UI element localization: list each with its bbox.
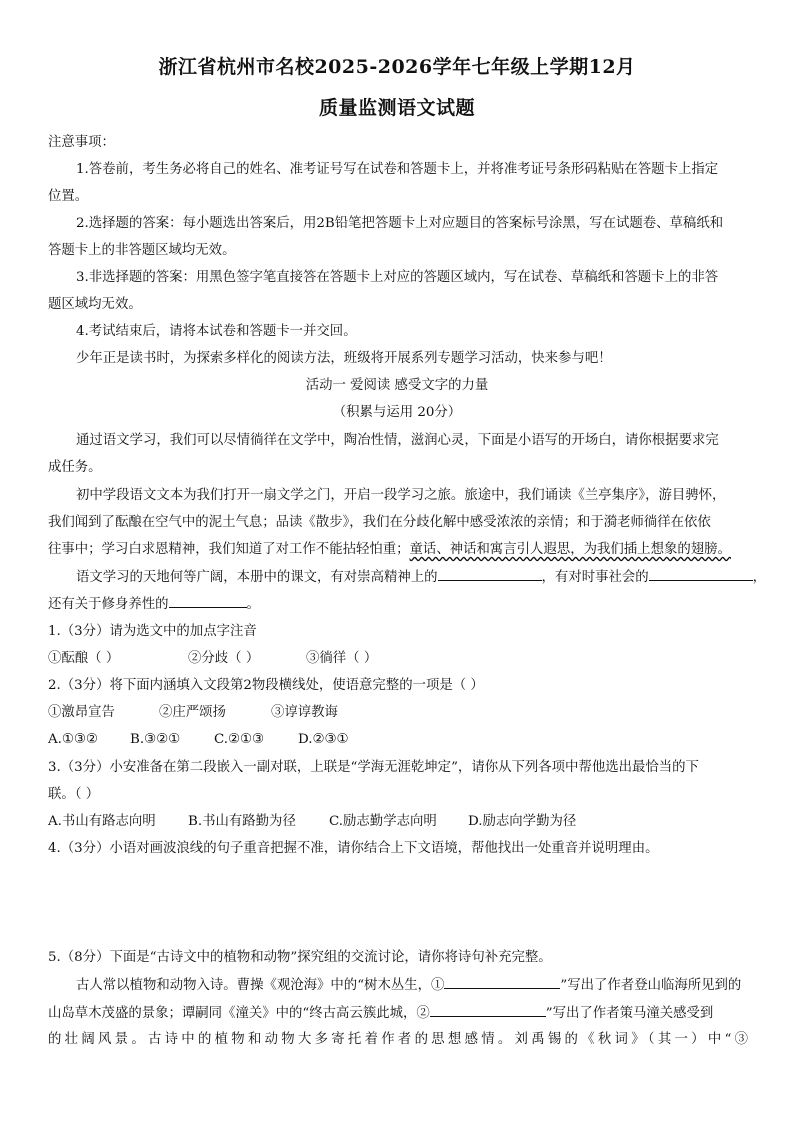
para3-line2 <box>48 595 748 613</box>
q5-text-c: 山岛草木茂盛的景象；谭嗣同《潼关》中的“终古高云簇此城，② <box>48 1006 430 1021</box>
question-3: 3.（3分）小安准备在第二段嵌入一副对联，上联是“学海无涯乾坤定”，请你从下列各项中帮他选出最恰当的下 <box>48 760 699 775</box>
q2-option-d[interactable]: D.②③① <box>298 732 349 747</box>
para1-line2: 成任务。 <box>48 460 102 475</box>
q2-option-c[interactable]: C.②①③ <box>214 732 265 747</box>
question-1: 1.（3分）请为选文中的加点字注音 <box>48 624 257 639</box>
q5-text-d: ”写出了作者策马潼关感受到 <box>545 1006 714 1021</box>
q5-line1 <box>76 976 748 994</box>
question-3-cont: 联。（ ） <box>48 787 100 802</box>
note-3: 3.非选择题的答案：用黑色签字笔直接答在答题卡上对应的答题区域内，写在试卷、草稿纸和答题卡上的非答 <box>76 270 719 285</box>
note-4: 4.考试结束后，请将本试卷和答题卡一并交回。 <box>76 324 357 339</box>
fill-blank-2[interactable] <box>649 568 753 581</box>
q2-item-2: ②庄严颂扬 <box>159 705 226 720</box>
question-2: 2.（3分）将下面内涵填入文段第2物段横线处，使语意完整的一项是（ ） <box>48 678 484 693</box>
question-2-options <box>48 731 748 748</box>
q2-option-b[interactable]: B.③②① <box>130 732 181 747</box>
q3-option-d[interactable]: D.励志向学勤为径 <box>468 814 577 829</box>
q5-line2 <box>48 1004 748 1022</box>
q1-option-2[interactable]: ②分歧（ ） <box>188 651 260 666</box>
para3-text-d: 还有关于修身养性的 <box>48 597 169 612</box>
para3-text-c: ， <box>752 570 767 585</box>
q5-text-a: 古人常以植物和动物入诗。曹操《观沧海》中的“树木丛生，① <box>76 978 445 993</box>
q2-option-a[interactable]: A.①③② <box>48 732 98 747</box>
q2-item-1: ①激昂宣告 <box>48 705 115 720</box>
q2-item-3: ③谆谆教诲 <box>271 705 338 720</box>
para2-line2: 我们闻到了酝酿在空气中的泥土气息；品读《散步》，我们在分歧化解中感受浓浓的亲情；和于漪老师徜徉在依依 <box>48 515 711 530</box>
poem-blank-2[interactable] <box>430 1004 546 1017</box>
fill-blank-1[interactable] <box>438 568 542 581</box>
question-5: 5.（8分）下面是“古诗文中的植物和动物”探究组的交流讨论，请你将诗句补充完整。 <box>48 950 552 965</box>
exam-title: 浙江省杭州市名校2025-2026学年七年级上学期12月 <box>158 56 636 78</box>
para3-text-e: 。 <box>246 597 260 612</box>
fill-blank-3[interactable] <box>169 595 247 608</box>
para2-line3-text: 往事中；学习白求恩精神，我们知道了对工作不能拈轻怕重； <box>48 542 410 557</box>
q3-option-c[interactable]: C.励志勤学志向明 <box>329 814 437 829</box>
para2-line1: 初中学段语文文本为我们打开一扇文学之门，开启一段学习之旅。旅途中，我们诵读《兰亭集序》，游目骋怀， <box>76 488 726 503</box>
para1-line1: 通过语文学习，我们可以尽情徜徉在文学中，陶冶性情，滋润心灵，下面是小语写的开场白，请你根据要求完 <box>76 433 719 448</box>
q5-text-b: ”写出了作者登山临海所见到的 <box>560 978 742 993</box>
q3-option-b[interactable]: B.书山有路勤为径 <box>188 814 296 829</box>
question-1-options <box>48 650 748 667</box>
q1-option-3[interactable]: ③徜徉（ ） <box>306 651 378 666</box>
q3-option-a[interactable]: A.书山有路志向明 <box>48 814 156 829</box>
poem-blank-1[interactable] <box>444 976 560 989</box>
intro-text: 少年正是读书时，为探索多样化的阅读方法，班级将开展系列专题学习活动，快来参与吧！ <box>76 351 612 366</box>
activity1-subtitle: （积累与运用 20分） <box>332 405 462 420</box>
para3-text-b: ，有对时事社会的 <box>541 570 649 585</box>
para3-text-a: 语文学习的天地何等广阔，本册中的课文，有对崇高精神上的 <box>76 570 438 585</box>
note-3-cont: 题区域均无效。 <box>48 297 142 312</box>
question-4: 4.（3分）小语对画波浪线的句子重音把握不准，请你结合上下文语境，帮他找出一处重音并说明理由。 <box>48 841 659 856</box>
question-3-options <box>48 813 748 830</box>
note-1: 1.答卷前，考生务必将自己的姓名、准考证号写在试卷和答题卡上，并将准考证号条形码粘贴在答题卡上指定 <box>76 162 719 177</box>
exam-subtitle: 质量监测语文试题 <box>318 97 475 119</box>
notes-heading: 注意事项： <box>48 135 115 150</box>
wavy-underlined-sentence: 童话、神话和寓言引人遐思，为我们插上想象的翅膀。 <box>409 542 731 557</box>
note-2: 2.选择题的答案：每小题选出答案后，用2B铅笔把答题卡上对应题目的答案标号涂黑，写在试题卷、草稿纸和 <box>76 216 724 231</box>
para2-line3 <box>48 541 748 558</box>
q5-line3: 的壮阔风景。古诗中的植物和动物大多寄托着作者的思想感情。刘禹锡的《秋词》（其一）中“③ <box>48 1032 748 1047</box>
q1-option-1[interactable]: ①酝酿（ ） <box>48 651 120 666</box>
question-2-items <box>48 704 748 721</box>
note-2-cont: 答题卡上的非答题区域均无效。 <box>48 243 236 258</box>
activity1-title: 活动一 爱阅读 感受文字的力量 <box>305 378 489 393</box>
para3-line1 <box>76 568 767 586</box>
note-1-cont: 位置。 <box>48 189 89 204</box>
